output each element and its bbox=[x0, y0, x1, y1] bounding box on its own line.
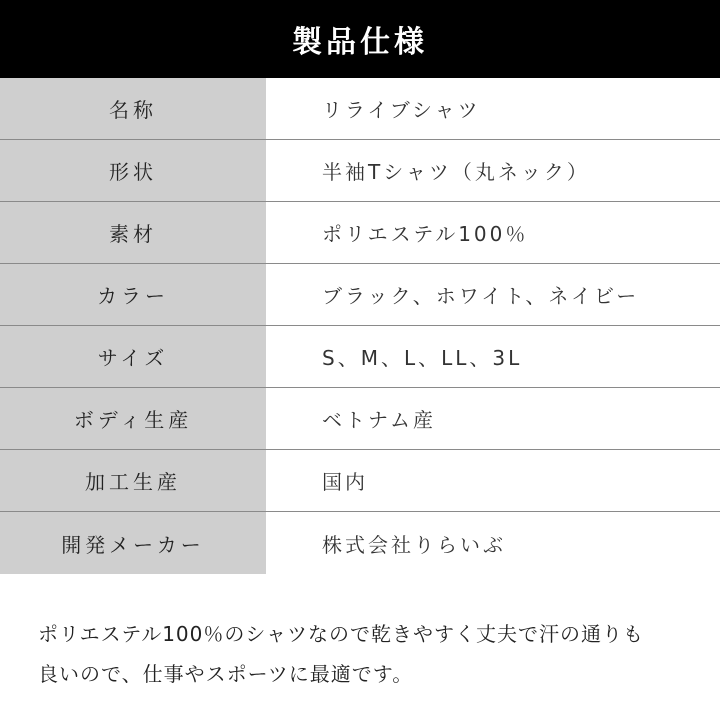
spec-label: 形状 bbox=[0, 140, 266, 201]
spec-value: S、M、L、LL、3L bbox=[322, 346, 523, 370]
spec-label: 名称 bbox=[0, 78, 266, 139]
description-line: ポリエステル100％のシャツなので乾きやすく丈夫で汗の通りも bbox=[38, 622, 644, 646]
spec-row-material bbox=[0, 202, 720, 264]
spec-value: ベトナム産 bbox=[322, 408, 436, 432]
spec-row-name bbox=[0, 78, 720, 140]
spec-row-manufacturer bbox=[0, 512, 720, 574]
spec-label: 加工生産 bbox=[0, 450, 266, 511]
product-description bbox=[38, 614, 698, 694]
page-title: 製品仕様 bbox=[292, 25, 428, 60]
spec-value: 半袖Tシャツ（丸ネック） bbox=[322, 160, 590, 184]
spec-row-color bbox=[0, 264, 720, 326]
spec-row-size bbox=[0, 326, 720, 388]
spec-value: 国内 bbox=[322, 470, 368, 494]
spec-table bbox=[0, 78, 720, 574]
title-bar bbox=[0, 0, 720, 78]
spec-row-body-production bbox=[0, 388, 720, 450]
spec-value: ポリエステル100％ bbox=[322, 222, 529, 246]
spec-label: カラー bbox=[0, 264, 266, 325]
spec-label: サイズ bbox=[0, 326, 266, 387]
description-line: 良いので、仕事やスポーツに最適です。 bbox=[38, 662, 414, 686]
spec-value: リライブシャツ bbox=[322, 98, 481, 122]
spec-value: 株式会社りらいぶ bbox=[322, 532, 506, 557]
spec-label: 素材 bbox=[0, 202, 266, 263]
spec-label: 開発メーカー bbox=[0, 512, 266, 574]
spec-row-shape bbox=[0, 140, 720, 202]
spec-row-processing bbox=[0, 450, 720, 512]
spec-label: ボディ生産 bbox=[0, 388, 266, 449]
spec-value: ブラック、ホワイト、ネイビー bbox=[322, 284, 640, 308]
